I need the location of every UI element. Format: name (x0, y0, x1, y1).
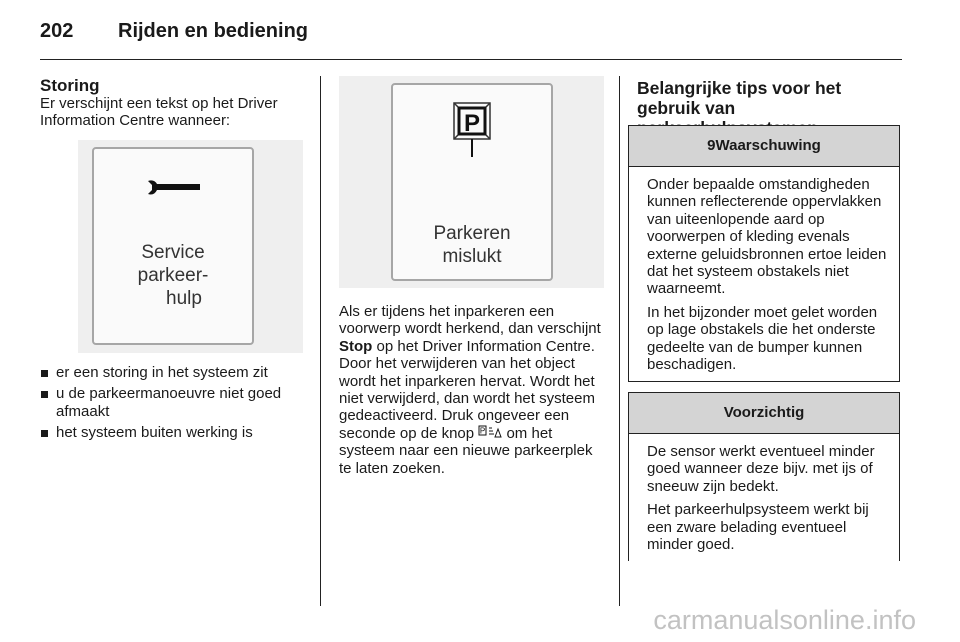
warning-paragraph: In het bijzonder moet gelet worden op lage obstakels die het onderste gedeelte van de bumper kunnen beschadigen. (647, 303, 878, 374)
svg-text:P: P (480, 426, 486, 436)
storing-list-wrap (40, 364, 302, 446)
parking-fail-paragraph: Als er tijdens het inparkeren een voorwerp wordt herkend, dan verschijnt Stop op het Driver Information Centre. Door het verwijderen van het object wordt het inparkeren hervat. Wordt het niet verwijderd, dan wordt het systeem gedeactiveerd. Druk ongeveer een seconde op de knop P om het systeem naar een nieuwe parkeerplek te laten zoeken. (339, 303, 601, 477)
parking-assist-button-icon (478, 425, 502, 439)
svg-text:P: P (463, 110, 481, 137)
warning-title: Waarschuwing (715, 137, 821, 154)
caution-box (628, 392, 900, 561)
display-text-line: Service (141, 242, 205, 263)
storing-list (40, 364, 302, 442)
intro-text: Er verschijnt een tekst op het Driver Information Centre wanneer: (40, 95, 278, 130)
list-item: er een storing in het systeem zit (40, 364, 302, 381)
caution-paragraph: Het parkeerhulpsysteem werkt bij een zware belading eventueel minder goed. (647, 501, 869, 554)
page-number: 202 (40, 20, 74, 42)
display-text-line: Parkeren (433, 223, 511, 244)
list-item: u de parkeermanoeuvre niet goed afmaakt (40, 385, 302, 420)
service-display-screen (92, 147, 254, 345)
page-title: Rijden en bediening (118, 20, 309, 42)
warning-header (629, 126, 899, 167)
section-heading-tips: Belangrijke tips voor het gebruik van (637, 78, 842, 118)
column-divider-2 (619, 76, 620, 606)
header-rule (40, 59, 902, 60)
caution-paragraph: De sensor werkt eventueel minder goed wanneer deze bijv. met ijs of sneeuw zijn bedekt. (647, 443, 875, 495)
parking-crossed-icon (447, 99, 497, 159)
column-1 (40, 76, 302, 130)
service-display-panel (78, 140, 303, 353)
caution-header (629, 393, 899, 434)
column-2-text (339, 303, 604, 477)
stop-word: Stop (339, 337, 373, 355)
display-text-line: hulp (166, 288, 202, 309)
warning-symbol: 9 (707, 137, 716, 154)
watermark: carmanualsonline.info (653, 605, 916, 635)
parking-display-panel (339, 76, 604, 288)
display-text-line: mislukt (442, 246, 502, 267)
section-heading-storing: Storing (40, 76, 100, 95)
wrench-icon (144, 179, 204, 197)
caution-title: Voorzichtig (723, 404, 805, 421)
parking-display-screen (391, 83, 553, 281)
warning-box (628, 125, 900, 382)
display-text-line: parkeer- (137, 265, 209, 286)
warning-paragraph: Onder bepaalde omstandigheden kunnen reflecterende oppervlakken van uiteenlopende aard op voorwerpen of kleding evenals externe geluidsbronnen ertoe leiden dat het systeem obstakels niet waarneemt. (647, 176, 887, 298)
list-item: het systeem buiten werking is (40, 424, 302, 441)
column-divider-1 (320, 76, 321, 606)
